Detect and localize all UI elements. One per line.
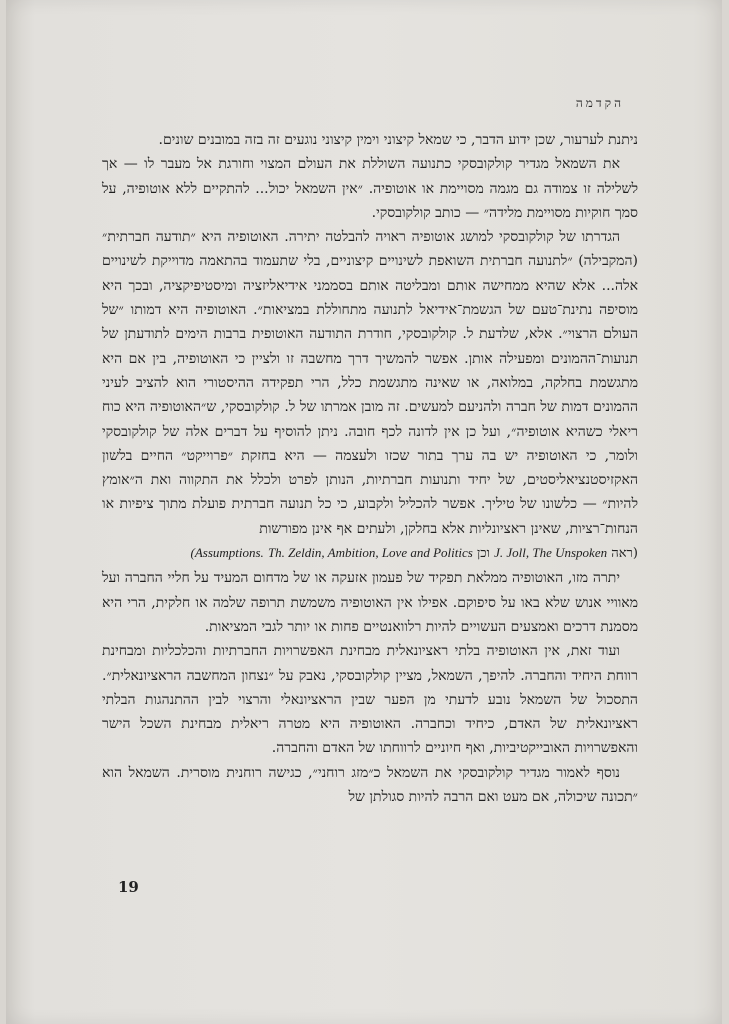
paragraph: ניתנת לערעור, שכן ידוע הדבר, כי שמאל קיצוני וימין קיצוני נוגעים זה בזה במובנים שונים. [158,132,638,148]
citation-prefix: (ראה [611,546,638,562]
paragraph: ועוד זאת, אין האוטופיה בלתי ראציונאלית מבחינת האפשרויות החברתיות והכלכליות ומבחינת רווחת היחיד והחברה. להיפך, השמאל, מציין קולקובסקי, נאבק על ״נצחון המחשבה הראציונאלית״. התסכול של השמאל נובע לדעתי מן הפער שבין הראציונאלי והרצוי לבין ההתנהגות הבלתי ראציונאלית של האדם, כיחיד וכחברה. האוטופיה היא מטרה ריאלית מבחינת השכל הישר והאפשרויות האובייקטיביות, ואף חיוניים לרווחתו של האדם והחברה. [102,643,638,757]
citation-connector: וכן [476,546,490,562]
page-number: 19 [118,878,139,896]
paragraph: הגדרתו של קולקובסקי למושג אוטופיה ראויה להבלטה יתירה. האוטופיה היא ״תודעה חברתית״ (המקבילה) ״לתנועה חברתית השואפת לשינויים קיצוניים, בלי שתעמוד בהתאמה מדוייקת לשינויים אלה... אלא שהיא ממחישה אותם ומבליטה אותם בסממני אידיאליזציה ומיסטיפיקציה, ובכך היא מוסיפה נתינת־טעם של הגשמת־אידיאל לתנועה מתחוללת במציאות״. האוטופיה היא דמותו ״של העולם הרצוי״. אלא, שלדעת ל. קולקובסקי, חודרת התודעה האוטופית ברבות הימים לתודעתן של תנועות־ההמונים ומפעילה אותן. אפשר להמשיך דרך מחשבה זו ולציין כי האוטופיה, בין אם היא מתגשמת בחלקה, במלואה, או שאינה מתגשמת כלל, הרי תפקידה ההיסטורי הוא להציב לעיני ההמונים דמות של חברה ולהניעם למעשים. זה מובן אמרתו של ל. קולקובסקי, ש״האוטופיה היא כוח ריאלי כשהיא אוטופיה״, ועל כן אין לדונה לכף חובה. ניתן להוסיף על דברים אלה של קולקובסקי ולומר, כי האוטופיה יש בה ערך בתור שכזו ולעצמה — היא בחזקת ״פרוייקט״ החיים בלשון האקזיסטנציאליסטים, של יחיד ותנועות חברתיות, הנותן לפרט ולכלל את התקווה ואת ה״אומץ להיות״ — כלשונו של טיליך. אפשר להכליל ולקבוע, כי כל תנועה חברתית פועלת מתוך ציפיות או הנחות־רציות, שאינן ראציונליות אלא בחלקן, ולעתים אף אינן מפורשות [102,229,638,537]
citation-title-2: Th. Zeldin, Ambition, Love and Politics [267,545,473,561]
running-head: הקדמה [575,96,624,110]
citation-line [102,541,638,566]
book-page [6,0,722,1024]
citation-end: (Assumptions. [190,545,264,561]
citation-title-1: J. Joll, The Unspoken [494,545,608,561]
paragraph: יתרה מזו, האוטופיה ממלאת תפקיד של פעמון אזעקה או של מדחום המעיד על חליי החברה ועל מאוויי אנוש שלא באו על סיפוקם. אפילו אין האוטופיה משמשת תרופה שלמה או חלקית, הרי היא מסמנת דרכים ואמצעים העשויים להיות רלוואנטיים פחות או יותר לגבי המציאות. [102,570,638,635]
body-text [102,128,638,809]
paragraph: נוסף לאמור מגדיר קולקובסקי את השמאל כ״מזג רוחני״, כגישה רוחנית מוסרית. השמאל הוא ״תכונה שיכולה, אם מעט ואם הרבה להיות סגולתן של [102,764,638,806]
paragraph: את השמאל מגדיר קולקובסקי כתנועה השוללת את העולם המצוי וחורגת אל מעבר לו — אך לשלילה זו צמודה גם מגמה מסויימת או אוטופיה. ״אין השמאל יכול... להתקיים ללא אוטופיה, על סמך חוקיות מסויימת מלידה״ — כותב קולקובסקי. [102,156,638,221]
